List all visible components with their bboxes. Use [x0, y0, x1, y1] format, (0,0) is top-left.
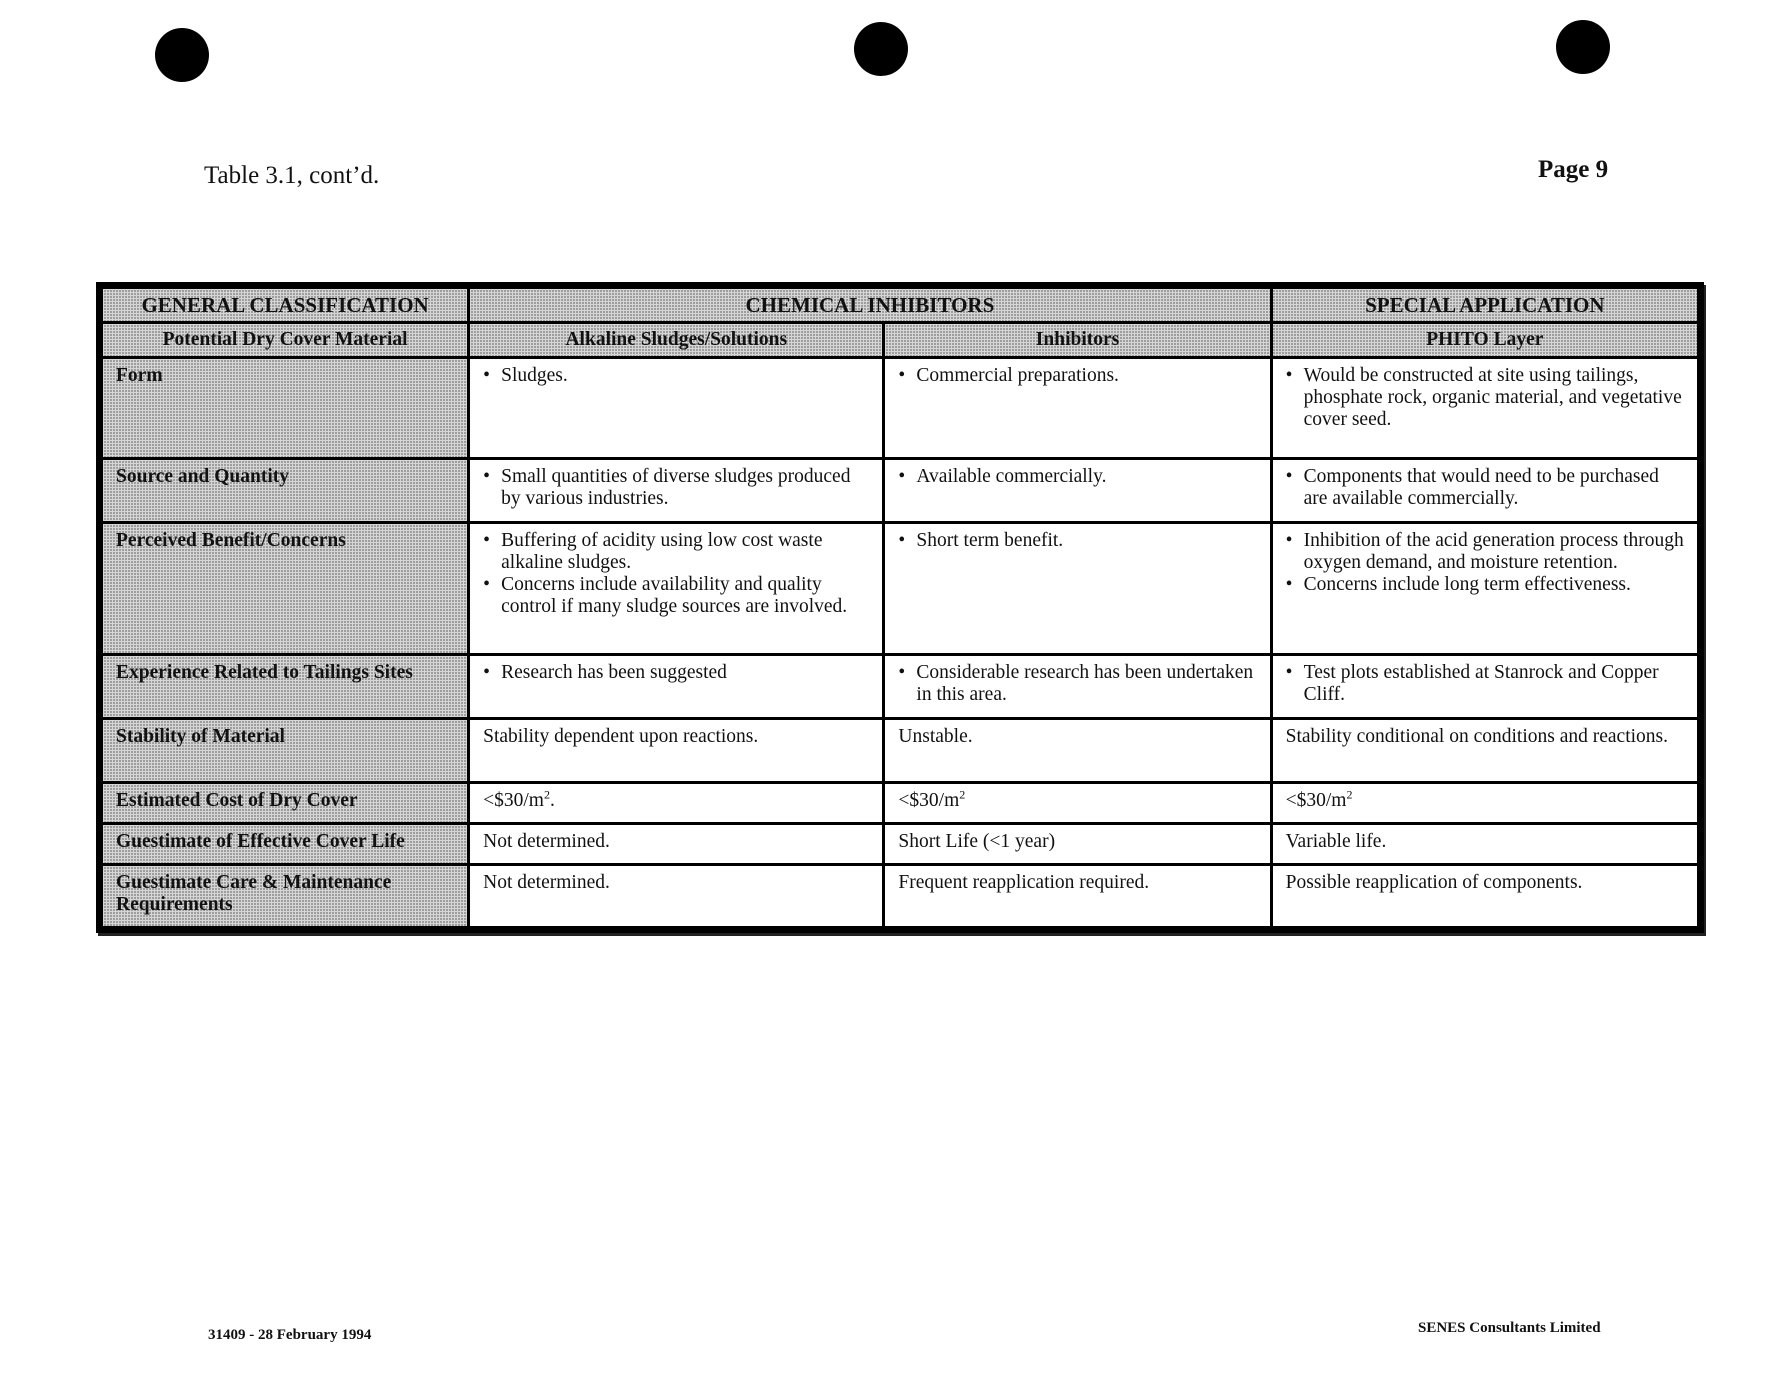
cell-experience-phito	[1271, 655, 1698, 719]
cell-source-inhibitors	[884, 459, 1271, 523]
cost-exponent: 2	[959, 787, 966, 802]
page-number: Page 9	[1538, 156, 1609, 183]
cell-life-phito: Variable life.	[1271, 824, 1698, 865]
bullet-item: • Concerns include availability and quality control if many sludge sources are involved.	[483, 574, 870, 618]
bullet-item: • Test plots established at Stanrock and Copper Cliff.	[1286, 662, 1685, 706]
cell-experience-alkaline	[469, 655, 884, 719]
cost-exponent: 2	[543, 787, 550, 802]
row-label-stability: Stability of Material	[102, 719, 469, 783]
row-label-cover-life: Guestimate of Effective Cover Life	[102, 824, 469, 865]
cell-care-inhibitors: Frequent reapplication required.	[884, 865, 1271, 928]
row-label-form: Form	[102, 358, 469, 459]
cell-life-inhibitors: Short Life (<1 year)	[884, 824, 1271, 865]
header-row-sub	[102, 323, 1699, 358]
punch-hole	[155, 28, 209, 82]
classification-table	[96, 282, 1704, 933]
table-row	[102, 459, 1699, 523]
header-row-top	[102, 288, 1699, 323]
cell-cost-alkaline	[469, 783, 884, 824]
bullet-item: • Inhibition of the acid generation process through oxygen demand, and moisture retention.	[1286, 530, 1685, 574]
bullet-item: • Components that would need to be purchased are available commercially.	[1286, 466, 1685, 510]
bullet-item: • Commercial preparations.	[898, 365, 1257, 387]
table-row	[102, 719, 1699, 783]
cell-care-phito: Possible reapplication of components.	[1271, 865, 1698, 928]
header-chemical-inhibitors: CHEMICAL INHIBITORS	[469, 288, 1272, 323]
bullet-item: • Would be constructed at site using tailings, phosphate rock, organic material, and vegetative cover seed.	[1286, 365, 1685, 431]
row-label-care-maintenance: Guestimate Care & Maintenance Requirements	[102, 865, 469, 928]
bullet-item: • Concerns include long term effectiveness.	[1286, 574, 1685, 596]
bullet-item: • Available commercially.	[898, 466, 1257, 488]
cell-benefit-alkaline	[469, 523, 884, 655]
row-label-source-quantity: Source and Quantity	[102, 459, 469, 523]
row-label-experience: Experience Related to Tailings Sites	[102, 655, 469, 719]
cost-value: <$30/m	[1285, 790, 1347, 811]
punch-hole	[1556, 20, 1610, 74]
cell-experience-inhibitors	[884, 655, 1271, 719]
cell-benefit-phito	[1271, 523, 1698, 655]
cell-cost-inhibitors	[884, 783, 1271, 824]
table-caption: Table 3.1, cont’d.	[204, 162, 380, 189]
table-row	[102, 824, 1699, 865]
cost-exponent: 2	[1346, 787, 1353, 802]
bullet-item: • Small quantities of diverse sludges produced by various industries.	[483, 466, 870, 510]
header-inhibitors: Inhibitors	[884, 323, 1271, 358]
bullet-item: • Sludges.	[483, 365, 870, 387]
bullet-item: • Research has been suggested	[483, 662, 870, 684]
cost-suffix: .	[549, 790, 555, 811]
cell-benefit-inhibitors	[884, 523, 1271, 655]
table-row	[102, 655, 1699, 719]
table-row	[102, 783, 1699, 824]
footer-document-date: 31409 - 28 February 1994	[208, 1327, 372, 1343]
cell-stability-phito: Stability conditional on conditions and reactions.	[1271, 719, 1698, 783]
footer-company-name: SENES Consultants Limited	[1418, 1320, 1601, 1336]
cell-source-phito	[1271, 459, 1698, 523]
header-special-application: SPECIAL APPLICATION	[1271, 288, 1698, 323]
cost-value: <$30/m	[483, 790, 544, 811]
cell-form-inhibitors	[884, 358, 1271, 459]
table-row	[102, 523, 1699, 655]
header-alkaline-sludges: Alkaline Sludges/Solutions	[469, 323, 884, 358]
header-potential-dry-cover-material: Potential Dry Cover Material	[102, 323, 469, 358]
row-label-estimated-cost: Estimated Cost of Dry Cover	[102, 783, 469, 824]
table-row	[102, 865, 1699, 928]
header-general-classification: GENERAL CLASSIFICATION	[102, 288, 469, 323]
punch-hole	[854, 22, 908, 76]
bullet-item: • Short term benefit.	[898, 530, 1257, 552]
cell-stability-alkaline: Stability dependent upon reactions.	[469, 719, 884, 783]
cell-form-alkaline	[469, 358, 884, 459]
cost-value: <$30/m	[898, 790, 960, 811]
cell-life-alkaline: Not determined.	[469, 824, 884, 865]
header-phito-layer: PHITO Layer	[1271, 323, 1698, 358]
row-label-perceived-benefit: Perceived Benefit/Concerns	[102, 523, 469, 655]
bullet-item: • Considerable research has been undertaken in this area.	[898, 662, 1257, 706]
cell-form-phito	[1271, 358, 1698, 459]
bullet-item: • Buffering of acidity using low cost waste alkaline sludges.	[483, 530, 870, 574]
cell-cost-phito	[1271, 783, 1698, 824]
table-row	[102, 358, 1699, 459]
cell-source-alkaline	[469, 459, 884, 523]
cell-care-alkaline: Not determined.	[469, 865, 884, 928]
cell-stability-inhibitors: Unstable.	[884, 719, 1271, 783]
